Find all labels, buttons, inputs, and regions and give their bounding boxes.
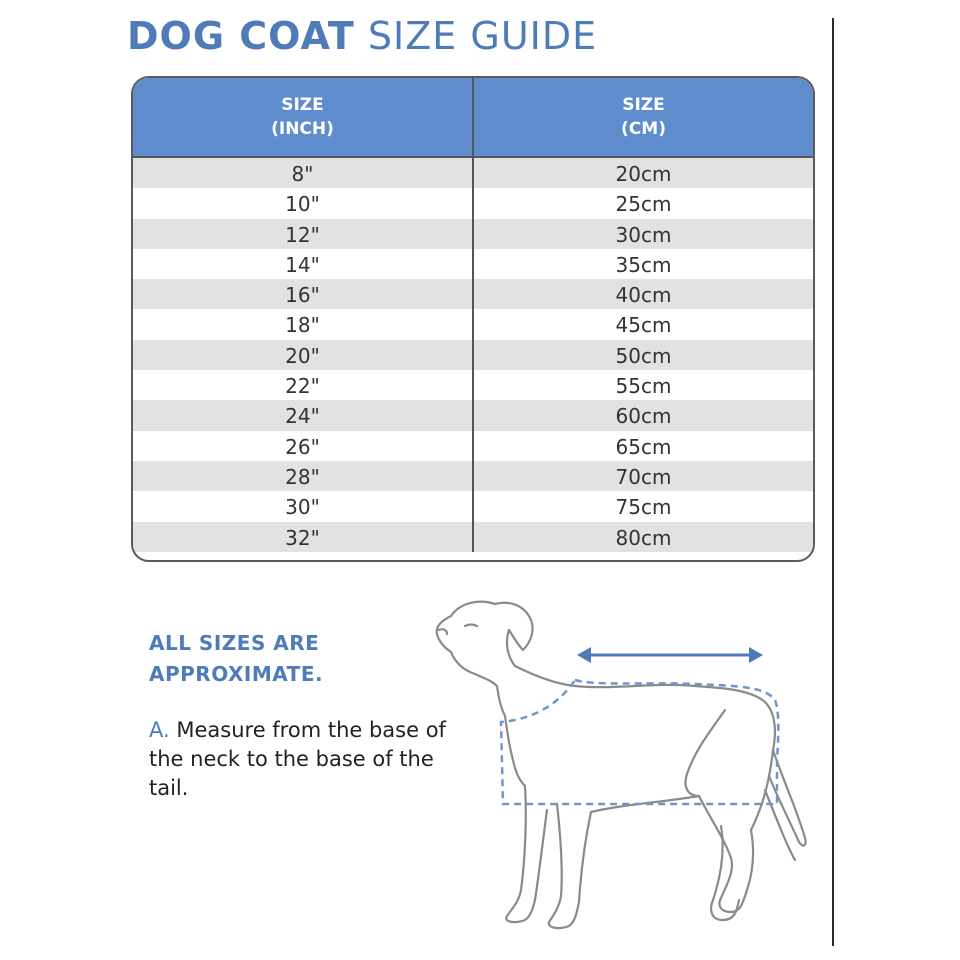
table-row bbox=[133, 340, 813, 370]
cell-cm: 30cm bbox=[472, 219, 813, 249]
cell-cm: 65cm bbox=[472, 431, 813, 461]
coat-outline bbox=[501, 680, 778, 804]
title-bold: DOG COAT bbox=[127, 14, 355, 58]
cell-cm: 25cm bbox=[472, 188, 813, 218]
cell-inch: 10" bbox=[285, 192, 320, 217]
cell-cm: 55cm bbox=[472, 370, 813, 400]
cell-inch: 26" bbox=[285, 434, 320, 459]
note-line1: ALL SIZES ARE bbox=[149, 631, 320, 655]
cell-inch: 30" bbox=[285, 495, 320, 520]
header-cm-line1: SIZE bbox=[622, 95, 665, 115]
table-row bbox=[133, 188, 813, 218]
cell-inch: 14" bbox=[285, 252, 320, 277]
page-title bbox=[127, 14, 597, 58]
note-line2: APPROXIMATE. bbox=[149, 662, 324, 686]
instruction-text: Measure from the base of the neck to the base of the tail. bbox=[149, 718, 446, 800]
table-row bbox=[133, 461, 813, 491]
page-border-line bbox=[832, 18, 834, 946]
header-inch-line1: SIZE bbox=[281, 95, 324, 115]
cell-cm: 35cm bbox=[472, 249, 813, 279]
cell-inch: 32" bbox=[285, 525, 320, 550]
cell-inch: 8" bbox=[291, 162, 314, 186]
size-table bbox=[131, 76, 815, 562]
table-header bbox=[133, 78, 813, 158]
cell-cm: 80cm bbox=[472, 522, 813, 552]
cell-inch: 18" bbox=[285, 313, 320, 338]
header-cm-line2: (CM) bbox=[621, 119, 666, 139]
table-body bbox=[133, 158, 813, 552]
measurement-arrow-icon bbox=[577, 647, 763, 663]
cell-cm: 20cm bbox=[472, 158, 813, 188]
dog-illustration bbox=[425, 590, 825, 950]
table-row bbox=[133, 491, 813, 521]
cell-inch: 22" bbox=[285, 374, 320, 399]
table-row bbox=[133, 279, 813, 309]
cell-cm: 45cm bbox=[472, 309, 813, 339]
header-inch bbox=[133, 78, 472, 156]
table-row bbox=[133, 158, 813, 188]
cell-inch: 16" bbox=[285, 283, 320, 308]
table-row bbox=[133, 370, 813, 400]
header-inch-line2: (INCH) bbox=[271, 119, 334, 139]
cell-inch: 28" bbox=[285, 464, 320, 489]
approximate-note bbox=[149, 628, 323, 690]
title-light: SIZE GUIDE bbox=[367, 14, 598, 58]
header-cm bbox=[472, 78, 813, 156]
table-row bbox=[133, 219, 813, 249]
table-row bbox=[133, 431, 813, 461]
cell-cm: 60cm bbox=[472, 400, 813, 430]
table-row bbox=[133, 249, 813, 279]
cell-inch: 12" bbox=[285, 222, 320, 247]
cell-inch: 24" bbox=[285, 404, 320, 429]
measure-instruction bbox=[149, 716, 469, 803]
cell-cm: 75cm bbox=[472, 491, 813, 521]
instruction-letter: A. bbox=[149, 718, 170, 742]
cell-cm: 50cm bbox=[472, 340, 813, 370]
cell-cm: 70cm bbox=[472, 461, 813, 491]
table-row bbox=[133, 309, 813, 339]
cell-cm: 40cm bbox=[472, 279, 813, 309]
cell-inch: 20" bbox=[285, 343, 320, 368]
table-row bbox=[133, 400, 813, 430]
table-row bbox=[133, 522, 813, 552]
